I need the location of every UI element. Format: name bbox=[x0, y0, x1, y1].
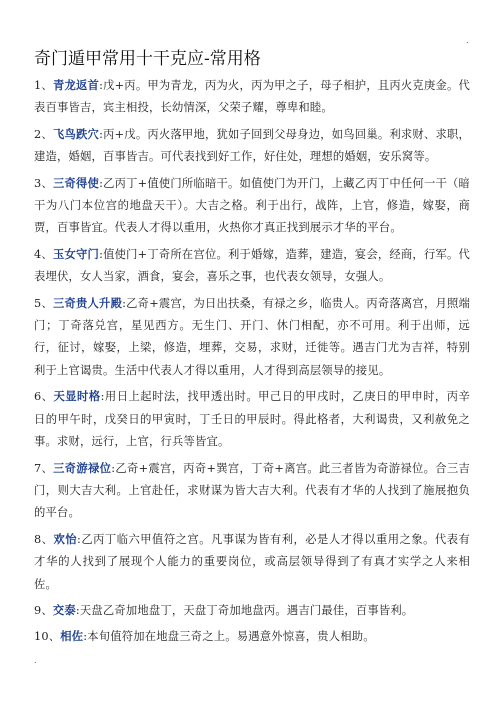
item-description: :值使门+丁奇所在宫位。利于婚嫁，造葬，建造，宴会，经商，行军。代表埋伏，女人当家，酒食，宴会，喜乐之事，也代表女领导，女强人。 bbox=[34, 247, 471, 284]
list-item bbox=[34, 385, 470, 453]
item-term: 交泰 bbox=[52, 602, 76, 617]
list-item bbox=[34, 292, 470, 383]
item-description: :乙奇+震宫，丙奇+巽宫，丁奇+离宫。此三者皆为奇游禄位。合三吉门，则大吉大利。上官赴任，求财谋为皆大吉大利。代表有才华的人找到了施展抱负的平台。 bbox=[34, 461, 470, 520]
item-number: 4、 bbox=[34, 247, 53, 261]
item-description: :用日上起时法，找甲透出时。甲己日的甲戌时，乙庚日的甲申时，丙辛日的甲午时，戊癸日的甲寅时，丁壬日的甲辰时。得此格者，大利谒贵，又利赦免之事。求财，远行，上官，行兵等皆宜。 bbox=[34, 390, 470, 449]
item-number: 7、 bbox=[34, 461, 54, 475]
list-item bbox=[34, 528, 470, 596]
item-description: :本旬值符加在地盘三奇之上。易遇意外惊喜，贵人相助。 bbox=[83, 630, 375, 644]
list-item bbox=[34, 172, 470, 240]
item-number: 8、 bbox=[34, 532, 54, 546]
list-item bbox=[34, 123, 470, 169]
item-description: :乙丙丁+值使门所临暗干。如值使门为开门，上藏乙丙丁中任何一干（暗干为八门本位宫的地盘天干）。大吉之格。利于出行，战阵，上官，修造，嫁娶，商贾，百事皆宜。代表人才得以重用，火热你才真正找到展示才华的平台。 bbox=[34, 176, 471, 235]
item-term: 相佐 bbox=[60, 629, 84, 644]
item-term: 三奇游禄位 bbox=[53, 460, 112, 475]
page-title: 奇门遁甲常用十干克应-常用格 bbox=[34, 49, 261, 69]
item-term: 飞鸟跌穴 bbox=[52, 126, 100, 141]
item-number: 1、 bbox=[34, 79, 53, 92]
item-description: :丙+戊。丙火落甲地，犹如子回到父母身边，如鸟回巢。利求财、求职，建造，婚姻，百事皆吉。可代表找到好工作，好住处，理想的婚姻，安乐窝等。 bbox=[34, 127, 471, 164]
item-number: 5、 bbox=[34, 296, 53, 310]
corner-mark: . bbox=[34, 656, 37, 665]
item-number: 10、 bbox=[34, 630, 61, 644]
item-number: 6、 bbox=[34, 390, 54, 404]
item-term: 玉女守门 bbox=[52, 246, 100, 261]
item-number: 9、 bbox=[34, 603, 53, 617]
item-description: :乙丙丁临六甲值符之宫。凡事谋为皆有利，必是人才得以重用之象。代表有才华的人找到了展现个人能力的重要岗位，或高层领导得到了有真才实学之人来相佐。 bbox=[34, 532, 470, 591]
item-term: 欢怡 bbox=[53, 531, 78, 546]
item-number: 2、 bbox=[34, 127, 53, 141]
list-item bbox=[34, 74, 470, 120]
item-term: 三奇得使 bbox=[52, 175, 100, 190]
item-term: 三奇贵人升殿 bbox=[52, 295, 123, 310]
list-item bbox=[34, 457, 470, 525]
item-description: :戊+丙。甲为青龙，丙为火，丙为甲之子，母子相护，且丙火克庚金。代表百事皆吉，宾主相投，长幼情深，父荣子耀，尊卑和睦。 bbox=[34, 79, 471, 115]
pattern-list bbox=[34, 74, 470, 652]
item-term: 青龙返首 bbox=[52, 78, 100, 92]
list-item bbox=[34, 625, 470, 648]
list-item bbox=[34, 599, 470, 622]
corner-mark: . bbox=[466, 36, 469, 45]
item-number: 3、 bbox=[34, 176, 53, 190]
list-item bbox=[34, 243, 470, 289]
item-term: 天显时格 bbox=[53, 389, 101, 404]
item-description: :乙奇+震宫，为日出扶桑，有禄之乡，临贵人。丙奇落离宫，月照端门；丁奇落兑宫，星见西方。无生门、开门、休门相配，亦不可用。利于出师，远行，征讨，嫁娶，上梁，修造，埋葬，交易，求财，迁徙等。遇吉门尤为吉祥，特别利于上官谒贵。生活中代表人才得以重用，人才得到高层领导的接见。 bbox=[34, 296, 471, 377]
item-description: :天盘乙奇加地盘丁，天盘丁奇加地盘丙。遇吉门最佳，百事皆利。 bbox=[75, 603, 414, 617]
